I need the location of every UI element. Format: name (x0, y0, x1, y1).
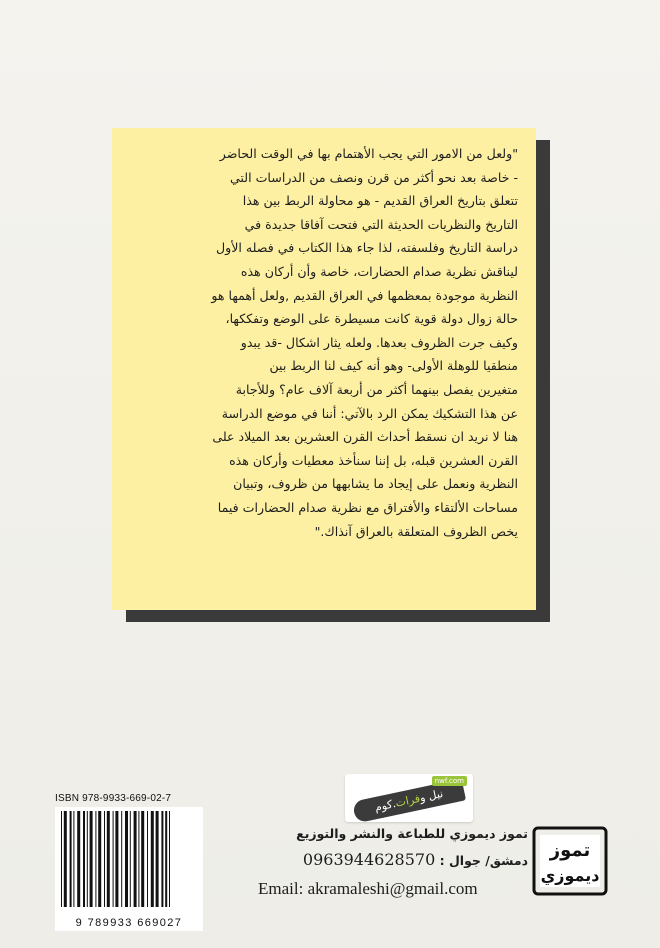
quote-box (112, 128, 536, 610)
quote-line: منطقيا للوهلة الأولى- وهو أنه كيف لنا الربط بين (269, 358, 518, 374)
barcode-bar (165, 811, 167, 907)
quote-line: النظرية ونعمل على إيجاد ما يشابهها من ظروف، وتبيان (233, 476, 518, 492)
quote-line: عن هذا التشكيك يمكن الرد بالآتي: أننا في موضع الدراسة (221, 405, 518, 421)
isbn-label: ISBN 978-9933-669-02-7 (55, 793, 172, 804)
publisher-phone-row (258, 850, 528, 871)
barcode-bar (113, 811, 114, 907)
store-logo-name-3: .كوم (373, 796, 398, 815)
barcode-bar (156, 811, 159, 907)
barcode-bars (59, 811, 199, 911)
quote-line: التاريخ والنظريات الحديثة التي فتحت آفاقا جديدة في (244, 216, 518, 232)
barcode-bar (98, 811, 101, 907)
quote-line: مساحات الألتقاء والأفتراق مع نظرية صدام الحضارات فيما (217, 499, 518, 515)
barcode-digits: 9 789933 669027 (75, 917, 183, 929)
publisher-phone: 0963944628570 (302, 850, 436, 869)
quote-line: دراسة التاريخ وفلسفته، لذا جاء هذا الكتاب في فصله الأول (215, 240, 518, 256)
quote-line: متغيرين يفصل بينهما أكثر من أربعة آلاف عام؟ وللأجابة (235, 381, 518, 397)
barcode-bar (104, 811, 105, 907)
publisher-email: Email: akramaleshi@gmail.com (258, 879, 478, 898)
barcode-bar (138, 811, 139, 907)
publisher-phone-label: دمشق/ جوال : (439, 853, 528, 868)
barcode-bar (151, 811, 154, 907)
quote-line: هنا لا نريد ان نسقط أحداث القرن العشرين بعد الميلاد على (212, 429, 518, 445)
barcode-bar (90, 811, 93, 907)
barcode-bar (77, 811, 80, 907)
barcode-bar (121, 811, 122, 907)
store-logo-name-1: نيل و (418, 786, 445, 805)
barcode-bar (83, 811, 85, 907)
barcode-bar (61, 811, 62, 907)
store-logo-domain: nwf.com (432, 776, 467, 786)
barcode-bar (147, 811, 148, 907)
publisher-name: تموز ديموزي للطباعة والنشر والتوزيع (296, 826, 528, 841)
barcode-bar (73, 811, 74, 907)
barcode (55, 807, 203, 931)
quote-line: حالة زوال دولة قوية كانت مسيطرة على الوضع وتفككها، (225, 311, 518, 327)
barcode-bar (95, 811, 96, 907)
barcode-bar (115, 811, 118, 907)
barcode-bar (64, 811, 67, 907)
quote-line: القرن العشرين قبله، بل إننا سنأخذ معطيات وأركان هذه (229, 452, 518, 468)
store-logo (345, 774, 473, 822)
barcode-bar (130, 811, 131, 907)
quote-line: يخص الظروف المتعلقة بالعراق آنذاك." (314, 523, 518, 539)
publisher-logo-line2: ديموزي (540, 866, 600, 885)
store-logo-name-2: فرات (394, 791, 422, 810)
publisher-logo-line1: تموز (549, 840, 591, 861)
quote-line: النظرية موجودة بمعظمها في العراق القديم ,ولعل أهمها هو (211, 287, 518, 303)
quote-text (132, 142, 518, 543)
quote-line: وكيف جرت الظروف بعدها. ولعله يثار اشكال -قد يبدو (240, 334, 518, 350)
barcode-bar (134, 811, 137, 907)
barcode-bar (169, 811, 170, 907)
barcode-bar (107, 811, 110, 907)
barcode-bar (141, 811, 144, 907)
barcode-bar (87, 811, 88, 907)
isbn-block (55, 793, 205, 931)
barcode-bar (70, 811, 72, 907)
quote-line: ليناقش نظرية صدام الحضارات، خاصة وأن أركان هذه (240, 263, 518, 279)
quote-line: - خاصة بعد نحو أكثر من قرن ونصف من الدراسات التي (229, 169, 518, 185)
quote-line: "ولعل من الامور التي يجب الأهتمام بها في الوقت الحاضر (219, 146, 518, 161)
quote-line: تتعلق بتاريخ العراق القديم - هو محاولة الربط بين هذا (242, 193, 518, 209)
barcode-bar (161, 811, 163, 907)
publisher-logo (532, 826, 608, 896)
barcode-bar (125, 811, 128, 907)
publisher-info (258, 824, 528, 899)
